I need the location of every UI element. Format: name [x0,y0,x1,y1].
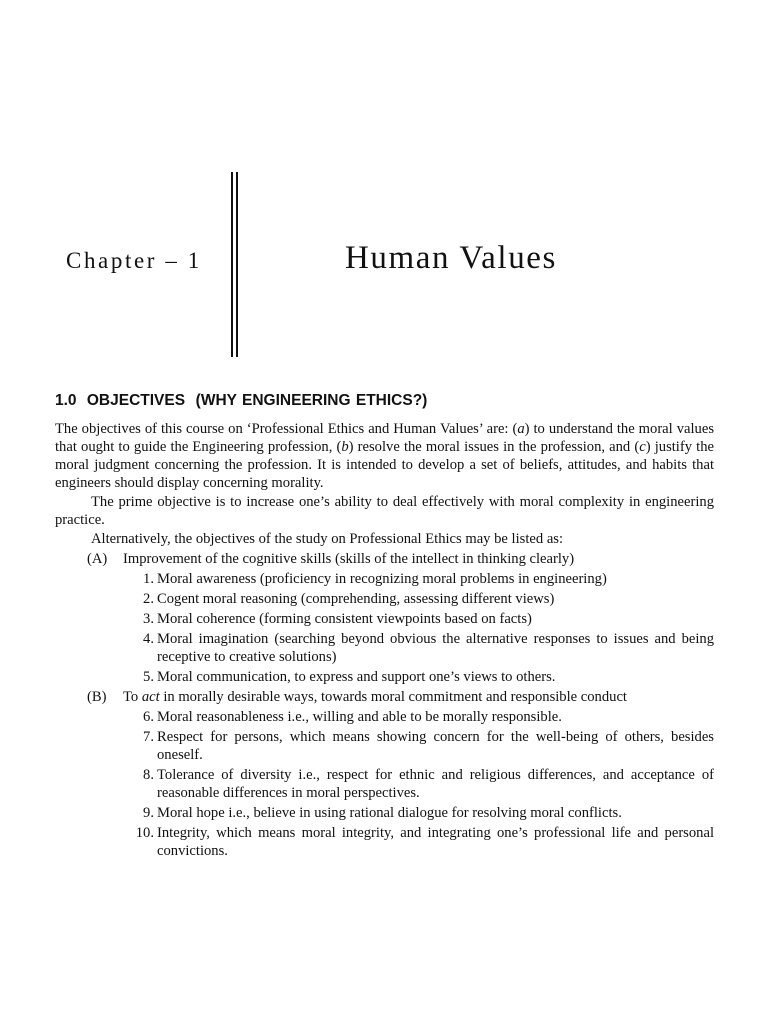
list-item-text: Moral awareness (proficiency in recognizing moral problems in engineering) [157,571,607,587]
objective-group-a [55,550,714,568]
section-title: OBJECTIVES (WHY ENGINEERING ETHICS?) [86,392,428,409]
list-item-number: 10. [135,825,154,841]
list-item-number: 7. [143,729,154,745]
list-item-number: 4. [143,631,154,647]
chapter-label: Chapter – 1 [66,248,202,273]
chapter-divider-rule [231,172,238,357]
section-heading [55,392,427,410]
section-number: 1.0 [55,392,77,409]
list-item-text: Respect for persons, which means showing concern for the well-being of others, besides oneself. [157,729,714,763]
group-marker: (B) [87,689,107,705]
list-item-number: 6. [143,709,154,725]
list-item-text: Tolerance of diversity i.e., respect for ethnic and religious differences, and acceptance of reasonable differences in moral perspectives. [157,767,714,801]
intro-paragraph-3: Alternatively, the objectives of the study on Professional Ethics may be listed as: [91,531,564,547]
group-text: Improvement of the cognitive skills (skills of the intellect in thinking clearly) [123,551,575,567]
list-item-text: Integrity, which means moral integrity, and integrating one’s professional life and personal convictions. [157,825,714,859]
list-item-text: Moral imagination (searching beyond obvious the alternative responses to issues and being receptive to creative solutions) [157,631,714,665]
list-item-number: 9. [143,805,154,821]
list-item [55,610,714,628]
list-item [55,824,714,860]
body-text [55,420,714,860]
list-item [55,590,714,608]
list-item-text: Moral coherence (forming consistent viewpoints based on facts) [157,611,532,627]
intro-paragraph-1: The objectives of this course on ‘Professional Ethics and Human Values’ are: (a) to understand the moral values that ought to guide the Engineering profession, (b) resolve the moral issues in the profession, and (c) justify the moral judgment concerning the profession. It is intended to develop a set of beliefs, attitudes, and habits that engineers should display concerning morality. [55,421,714,491]
list-item-number: 5. [143,669,154,685]
list-item-number: 1. [143,571,154,587]
list-item [55,804,714,822]
objective-group-b [55,688,714,706]
intro-paragraph-2: The prime objective is to increase one’s ability to deal effectively with moral complexity in engineering practice. [55,494,714,528]
list-item [55,630,714,666]
list-item-text: Moral reasonableness i.e., willing and able to be morally responsible. [157,709,562,725]
group-text: To act in morally desirable ways, towards moral commitment and responsible conduct [123,689,627,705]
list-item [55,668,714,686]
chapter-title: Human Values [345,240,557,276]
list-item-text: Moral communication, to express and support one’s views to others. [157,669,556,685]
list-item [55,708,714,726]
list-item [55,570,714,588]
list-item-number: 3. [143,611,154,627]
list-item-number: 2. [143,591,154,607]
list-item-number: 8. [143,767,154,783]
list-item-text: Moral hope i.e., believe in using rational dialogue for resolving moral conflicts. [157,805,622,821]
list-item [55,728,714,764]
list-item [55,766,714,802]
list-item-text: Cogent moral reasoning (comprehending, assessing different views) [157,591,555,607]
group-marker: (A) [87,551,108,567]
